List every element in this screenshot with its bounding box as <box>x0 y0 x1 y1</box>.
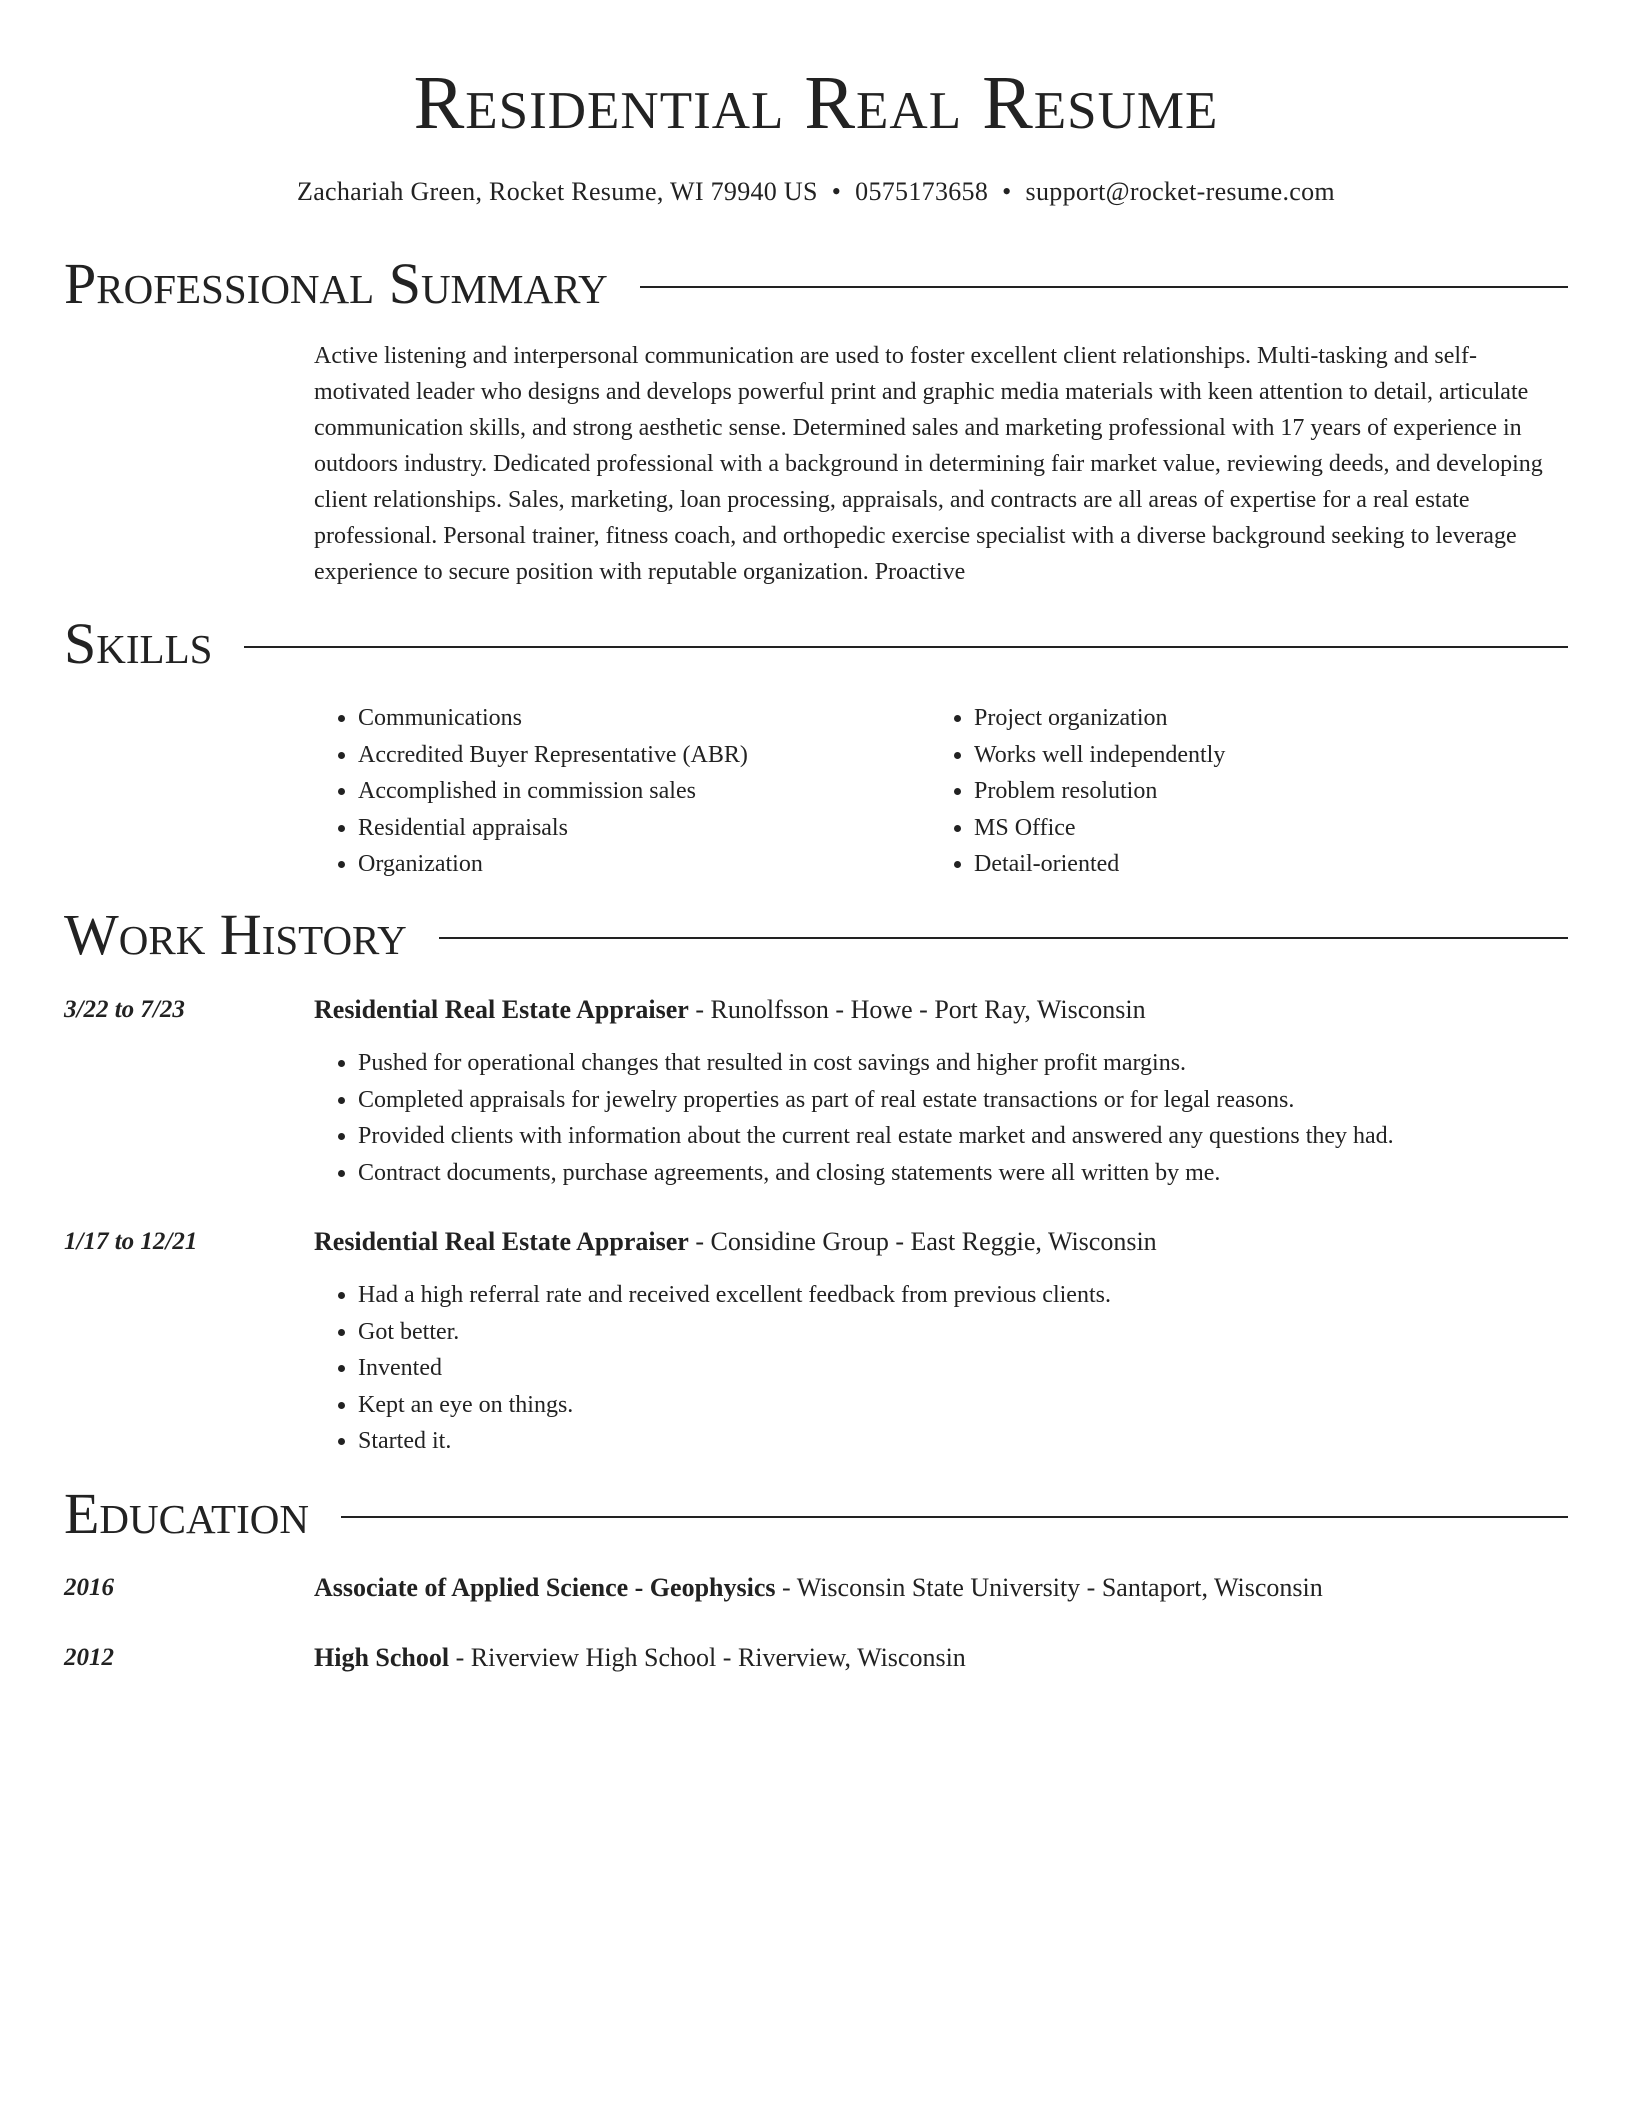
job-title: Residential Real Estate Appraiser <box>314 995 689 1024</box>
skill-item: • Accomplished in commission sales <box>358 773 748 810</box>
contact-separator: • <box>1002 177 1012 206</box>
job-bullet: • Kept an eye on things. <box>358 1387 1612 1424</box>
skill-item: • Works well independently <box>974 737 1225 774</box>
education-section-heading <box>64 1482 1568 1546</box>
contact-line <box>0 176 1632 208</box>
job-dates: 1/17 to 12/21 <box>64 1228 198 1255</box>
job-bullet: • Completed appraisals for jewelry properties as part of real estate transactions or for legal reasons. <box>358 1082 1612 1119</box>
job-dates: 3/22 to 7/23 <box>64 996 185 1023</box>
education-degree: Associate of Applied Science - Geophysics <box>314 1573 776 1602</box>
skills-section-heading <box>64 612 1568 676</box>
job-bullet: • Provided clients with information about the current real estate market and answered any questions they had. <box>358 1118 1612 1155</box>
skill-item: • Accredited Buyer Representative (ABR) <box>358 737 748 774</box>
skills-list-right <box>930 700 1225 883</box>
education-entry <box>314 1642 966 1674</box>
contact-phone: 0575173658 <box>855 177 989 206</box>
skill-item: • Project organization <box>974 700 1225 737</box>
skill-item: • Problem resolution <box>974 773 1225 810</box>
skills-list-left <box>314 700 748 883</box>
work-section-heading <box>64 903 1568 967</box>
job-bullet: • Got better. <box>358 1314 1612 1351</box>
skills-heading: Skills <box>64 611 213 676</box>
education-school: - Wisconsin State University - Santaport, Wisconsin <box>775 1573 1323 1602</box>
job-header <box>314 994 1146 1026</box>
education-school: - Riverview High School - Riverview, Wisconsin <box>449 1643 966 1672</box>
job-employer: - Considine Group - East Reggie, Wisconsin <box>688 1227 1157 1256</box>
summary-section-heading <box>64 252 1568 316</box>
job-bullets <box>314 1045 1612 1191</box>
education-year: 2016 <box>64 1574 114 1601</box>
job-title: Residential Real Estate Appraiser <box>314 1227 689 1256</box>
education-year: 2012 <box>64 1644 114 1671</box>
summary-text: Active listening and interpersonal communication are used to foster excellent client relationships. Multi-tasking and self-motivated leader who designs and develops powerful print and graphic media materials with keen attention to detail, articulate communication skills, and strong aesthetic sense. Determined sales and marketing professional with 17 years of experience in outdoors industry. Dedicated professional with a background in determining fair market value, reviewing deeds, and developing client relationships. Sales, marketing, loan processing, appraisals, and contracts are all areas of expertise for a real estate professional. Personal trainer, fitness coach, and orthopedic exercise specialist with a diverse background seeking to leverage experience to secure position with reputable organization. Proactive <box>314 343 1543 585</box>
skill-item: • MS Office <box>974 810 1225 847</box>
section-divider <box>244 646 1568 648</box>
skill-item: • Detail-oriented <box>974 846 1225 883</box>
contact-separator: • <box>831 177 842 206</box>
education-entry <box>314 1572 1323 1604</box>
skill-item: • Communications <box>358 700 748 737</box>
section-divider <box>439 937 1568 939</box>
job-bullet: • Started it. <box>358 1423 1612 1460</box>
summary-heading: Professional Summary <box>64 251 608 316</box>
section-divider <box>341 1516 1568 1518</box>
education-degree: High School <box>314 1643 450 1672</box>
education-heading: Education <box>64 1481 309 1546</box>
contact-address: Zachariah Green, Rocket Resume, WI 79940 US <box>297 177 818 206</box>
job-bullet: • Contract documents, purchase agreements, and closing statements were all written by me. <box>358 1155 1612 1192</box>
job-employer: - Runolfsson - Howe - Port Ray, Wisconsin <box>688 995 1146 1024</box>
work-heading: Work History <box>64 902 407 967</box>
job-bullet: • Had a high referral rate and received excellent feedback from previous clients. <box>358 1277 1612 1314</box>
section-divider <box>640 286 1568 288</box>
skill-item: • Residential appraisals <box>358 810 748 847</box>
job-bullet: • Pushed for operational changes that resulted in cost savings and higher profit margins. <box>358 1045 1612 1082</box>
job-bullet: • Invented <box>358 1350 1612 1387</box>
skill-item: • Organization <box>358 846 748 883</box>
contact-email: support@rocket-resume.com <box>1025 177 1335 206</box>
job-bullets <box>314 1277 1612 1460</box>
resume-title: Residential Real Resume <box>413 61 1219 145</box>
job-header <box>314 1226 1157 1258</box>
